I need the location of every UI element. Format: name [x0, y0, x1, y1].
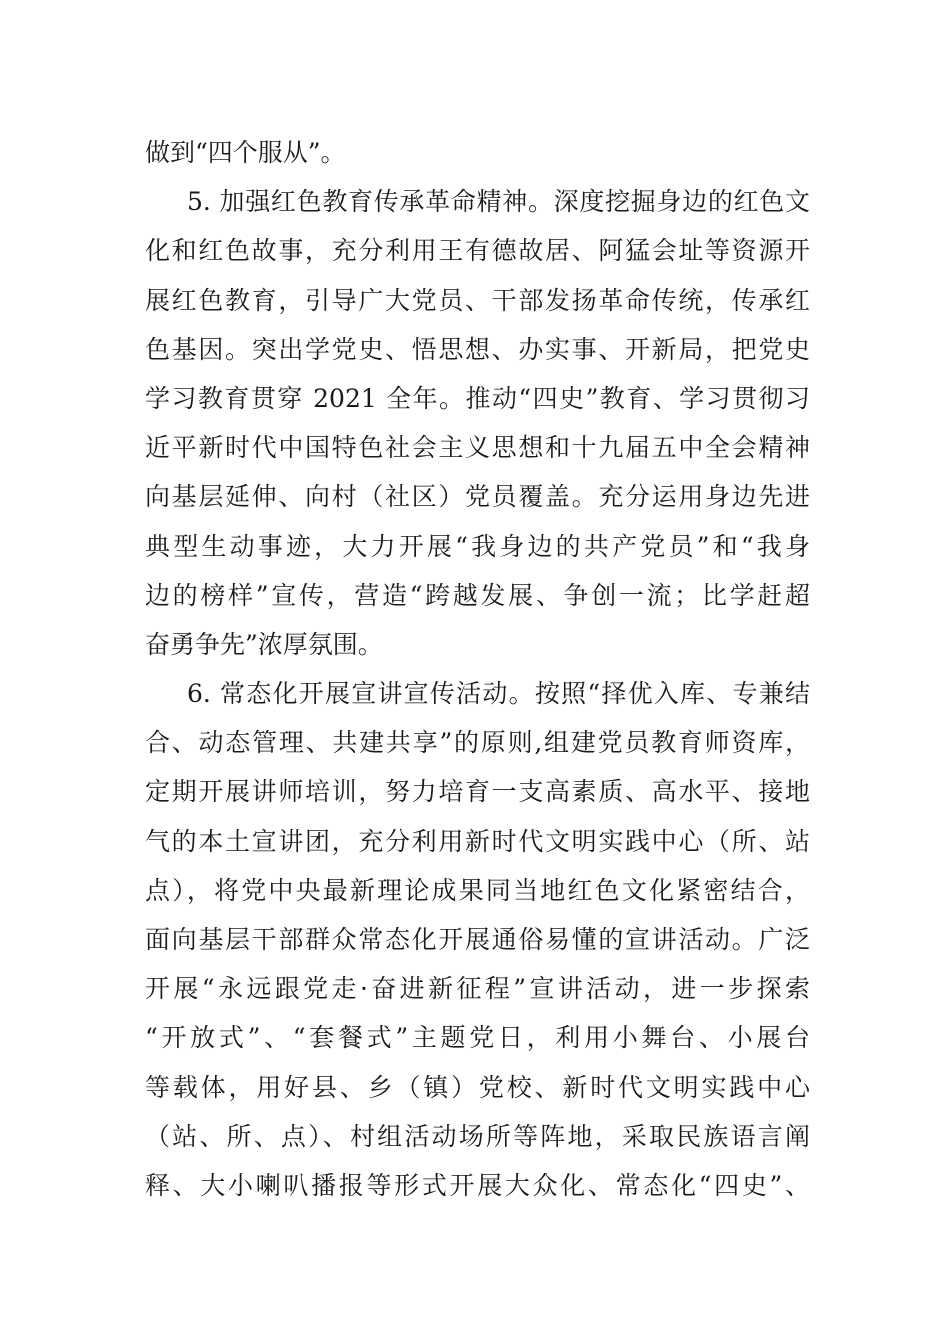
text-line: 近平新时代中国特色社会主义思想和十九届五中全会精神 — [145, 433, 810, 463]
text-line: 开展“永远跟党走·奋进新征程”宣讲活动，进一步探索 — [145, 974, 810, 1004]
text-line: 合、动态管理、共建共享”的原则,组建党员教育师资库， — [145, 728, 810, 758]
text-line: “开放式”、“套餐式”主题党日，利用小舞台、小展台 — [145, 1023, 810, 1053]
text-line: 等载体，用好县、乡（镇）党校、新时代文明实践中心 — [145, 1072, 810, 1102]
text-line: 向基层延伸、向村（社区）党员覆盖。充分运用身边先进 — [145, 482, 810, 512]
text-line: 释、大小喇叭播报等形式开展大众化、常态化“四史”、 — [145, 1170, 810, 1200]
text-line: 化和红色故事，充分利用王有德故居、阿猛会址等资源开 — [145, 236, 810, 266]
document-body — [145, 128, 810, 1210]
text-line: 点），将党中央最新理论成果同当地红色文化紧密结合， — [145, 875, 810, 905]
text-line: （站、所、点）、村组活动场所等阵地，采取民族语言阐 — [145, 1121, 810, 1151]
text-line: 学习教育贯穿 2021 全年。推动“四史”教育、学习贯彻习 — [145, 383, 810, 413]
text-line: 奋勇争先”浓厚氛围。 — [145, 629, 383, 659]
text-line: 面向基层干部群众常态化开展通俗易懂的宣讲活动。广泛 — [145, 925, 810, 954]
text-line: 定期开展讲师培训，努力培育一支高素质、高水平、接地 — [145, 777, 810, 807]
paragraph-5-heading-line: 5. 加强红色教育传承革命精神。深度挖掘身边的红色文 — [187, 187, 810, 217]
text-line: 边的榜样”宣传，营造“跨越发展、争创一流；比学赶超 — [145, 580, 810, 610]
text-line: 气的本土宣讲团，充分利用新时代文明实践中心（所、站 — [145, 826, 810, 856]
text-line: 展红色教育，引导广大党员、干部发扬革命传统，传承红 — [145, 285, 810, 315]
paragraph-6-heading-line: 6. 常态化开展宣讲宣传活动。按照“择优入库、专兼结 — [187, 679, 810, 709]
text-line: 典型生动事迹，大力开展“我身边的共产党员”和“我身 — [145, 531, 810, 561]
text-line: 色基因。突出学党史、悟思想、办实事、开新局，把党史 — [145, 334, 810, 364]
text-line: 做到“四个服从”。 — [145, 138, 346, 167]
